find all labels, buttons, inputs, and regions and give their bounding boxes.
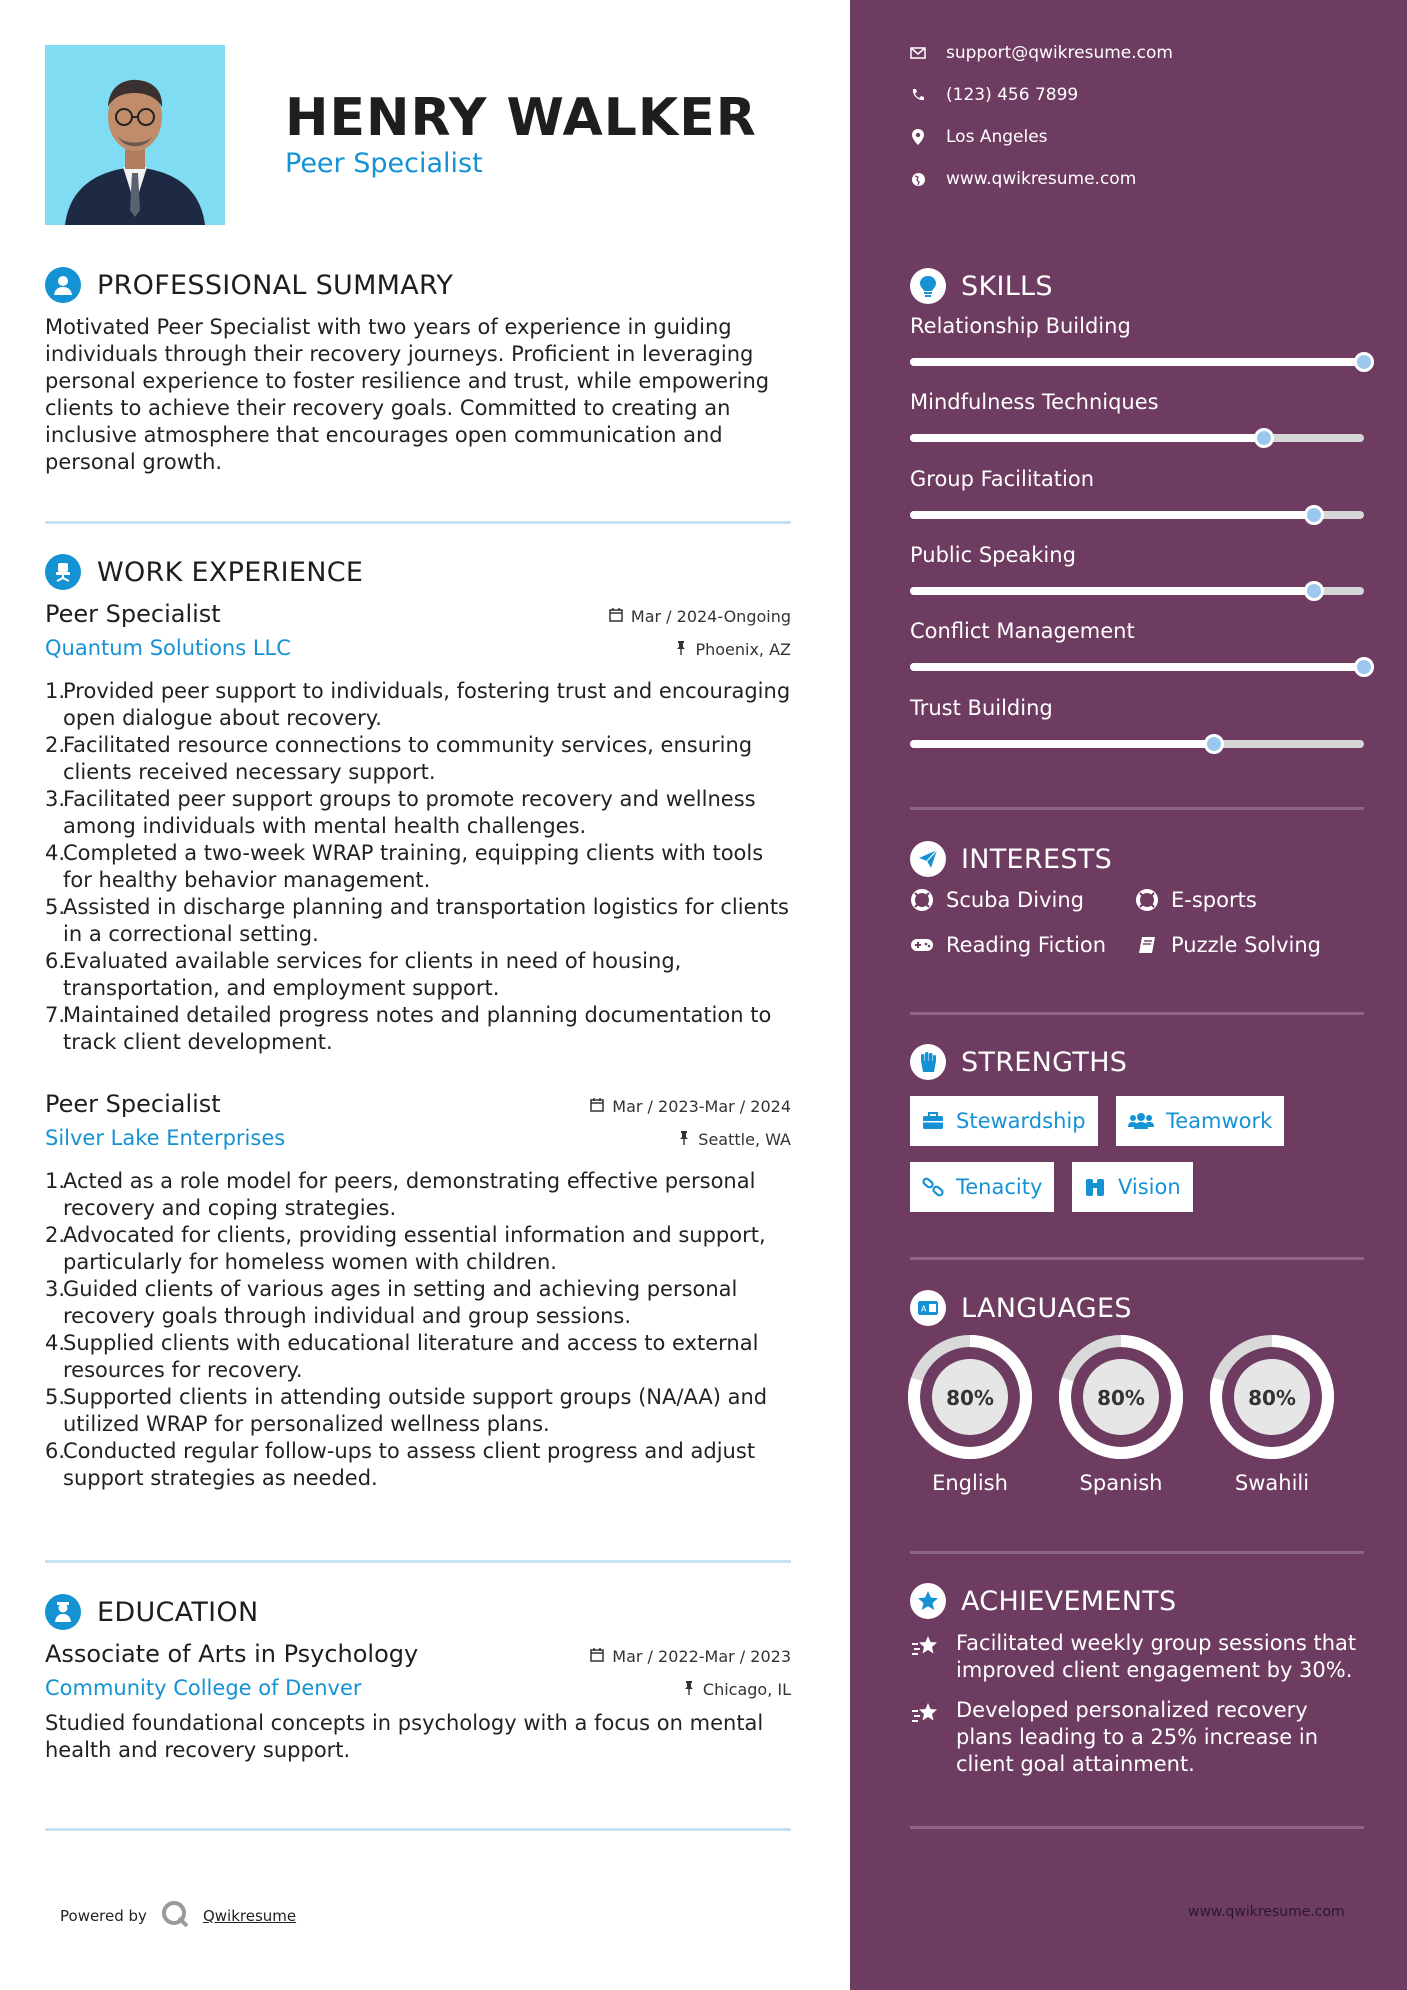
star-icon: [910, 1583, 946, 1619]
strengths-title: STRENGTHS: [961, 1046, 1128, 1078]
language-item: [1210, 1335, 1334, 1495]
phone-icon: [910, 88, 926, 102]
book-icon: [1135, 935, 1159, 955]
powered-by: [60, 1900, 296, 1932]
interest-item: Reading Fiction: [910, 933, 1106, 957]
skill-bar-handle: [1354, 657, 1374, 677]
pin-icon: [675, 640, 687, 659]
list-item: 1. Acted as a role model for peers, demonstrating effective personal recovery and coping strategies.: [45, 1169, 756, 1220]
skills-heading: [910, 268, 1053, 304]
strength-tag: Teamwork: [1116, 1096, 1284, 1146]
skill-bar: [910, 511, 1364, 519]
skill-bar-handle: [1354, 352, 1374, 372]
qwikresume-logo-icon: [161, 1900, 189, 1932]
shooting-star-icon: [910, 1697, 942, 1778]
svg-text:A: A: [921, 1304, 927, 1314]
office-chair-icon: [45, 554, 81, 590]
language-item: [1059, 1335, 1183, 1495]
pin-icon: [678, 1130, 690, 1149]
interests-heading: [910, 841, 1112, 877]
list-item: 3. Guided clients of various ages in setting and achieving personal recovery goals through individual and group sessions.: [45, 1277, 738, 1328]
section-divider: [45, 521, 791, 524]
achievement-item: Developed personalized recovery plans leading to a 25% increase in client goal attainment.: [910, 1697, 1370, 1778]
list-item: 1. Provided peer support to individuals, fostering trust and encouraging open dialogue about recovery.: [45, 679, 791, 730]
profile-photo: [45, 45, 225, 225]
strength-tag: Tenacity: [910, 1162, 1054, 1212]
skill-bar-fill: [910, 587, 1314, 595]
education-title: EDUCATION: [97, 1596, 259, 1628]
list-item: 4. Supplied clients with educational literature and access to external resources for recovery.: [45, 1331, 759, 1382]
language-ring: [1210, 1335, 1334, 1459]
achievement-item: Facilitated weekly group sessions that improved client engagement by 30%.: [910, 1630, 1370, 1684]
skill-name: Group Facilitation: [910, 467, 1095, 491]
job-date: Mar / 2023-Mar / 2024: [590, 1097, 791, 1116]
footer-website[interactable]: www.qwikresume.com: [1188, 1904, 1345, 1920]
gamepad-icon: [910, 938, 934, 952]
candidate-role: Peer Specialist: [285, 148, 483, 179]
list-item: 2. Facilitated resource connections to community services, ensuring clients received necessary support.: [45, 733, 753, 784]
language-item: [908, 1335, 1032, 1495]
work-title: WORK EXPERIENCE: [97, 556, 364, 588]
job-location: Phoenix, AZ: [675, 640, 791, 659]
skill-bar: [910, 663, 1364, 671]
languages-title: LANGUAGES: [961, 1292, 1132, 1324]
language-ring: [908, 1335, 1032, 1459]
job-duties: [45, 1168, 791, 1492]
translate-icon: [910, 1290, 946, 1326]
user-circle-icon: [45, 267, 81, 303]
language-name: Spanish: [1079, 1471, 1163, 1495]
fist-icon: [910, 1044, 946, 1080]
skill-bar-fill: [910, 511, 1314, 519]
skill-bar-fill: [910, 663, 1364, 671]
language-percent: 80%: [1097, 1386, 1145, 1410]
list-item: 2. Advocated for clients, providing essential information and support, particularly for homeless women with children.: [45, 1223, 766, 1274]
skill-bar: [910, 434, 1364, 442]
sidebar-divider: [910, 1012, 1364, 1015]
skill-item: [910, 467, 1364, 519]
summary-heading: [45, 267, 453, 303]
job-title: Peer Specialist: [45, 600, 221, 628]
candidate-name: HENRY WALKER: [285, 88, 757, 148]
list-item: 7. Maintained detailed progress notes and planning documentation to track client development.: [45, 1003, 772, 1054]
lightbulb-icon: [910, 268, 946, 304]
strengths-heading: [910, 1044, 1127, 1080]
skill-bar-handle: [1304, 581, 1324, 601]
briefcase-icon: [922, 1112, 944, 1130]
list-item: 6. Evaluated available services for clients in need of housing, transportation, and employment support.: [45, 949, 682, 1000]
life-ring-icon: [910, 889, 934, 911]
skill-bar: [910, 740, 1364, 748]
list-item: 5. Assisted in discharge planning and transportation logistics for clients in a correctional setting.: [45, 895, 789, 946]
strength-tag: Vision: [1072, 1162, 1193, 1212]
skill-item: [910, 543, 1364, 595]
sidebar-divider: [910, 1826, 1364, 1829]
summary-title: PROFESSIONAL SUMMARY: [97, 269, 454, 301]
skill-name: Public Speaking: [910, 543, 1076, 567]
calendar-icon: [590, 1097, 604, 1116]
language-name: Swahili: [1234, 1471, 1310, 1495]
binoculars-icon: [1084, 1176, 1106, 1198]
interest-item: E-sports: [1135, 888, 1257, 912]
contact-email[interactable]: support@qwikresume.com: [910, 43, 1173, 63]
job-entry: [45, 600, 791, 1056]
skill-name: Relationship Building: [910, 314, 1131, 338]
interests-title: INTERESTS: [961, 843, 1113, 875]
skill-bar-fill: [910, 358, 1364, 366]
skill-bar-handle: [1254, 428, 1274, 448]
education-location: Chicago, IL: [683, 1680, 791, 1699]
skill-bar: [910, 587, 1364, 595]
globe-icon: [910, 172, 926, 187]
list-item: 4. Completed a two-week WRAP training, equipping clients with tools for healthy behavior management.: [45, 841, 764, 892]
skill-item: [910, 619, 1364, 671]
section-divider: [45, 1828, 791, 1831]
language-percent: 80%: [946, 1386, 994, 1410]
calendar-icon: [609, 607, 623, 626]
education-date: Mar / 2022-Mar / 2023: [590, 1647, 791, 1666]
map-marker-icon: [910, 129, 926, 145]
job-entry: [45, 1090, 791, 1492]
school: Community College of Denver: [45, 1676, 362, 1700]
language-percent: 80%: [1248, 1386, 1296, 1410]
calendar-icon: [590, 1647, 604, 1666]
job-location: Seattle, WA: [678, 1130, 791, 1149]
language-name: English: [932, 1471, 1008, 1495]
list-item: 6. Conducted regular follow-ups to assess client progress and adjust support strategies as needed.: [45, 1439, 756, 1490]
strength-tag: Stewardship: [910, 1096, 1098, 1146]
qwikresume-link[interactable]: Qwikresume: [202, 1907, 297, 1925]
skill-bar-fill: [910, 740, 1214, 748]
sidebar-divider: [910, 1257, 1364, 1260]
skill-bar: [910, 358, 1364, 366]
list-item: 3. Facilitated peer support groups to promote recovery and wellness among individuals with mental health challenges.: [45, 787, 756, 838]
skill-item: [910, 314, 1364, 366]
skill-item: [910, 390, 1364, 442]
skill-item: [910, 696, 1364, 748]
contact-phone[interactable]: (123) 456 7899: [910, 85, 1078, 105]
job-date: Mar / 2024-Ongoing: [609, 607, 791, 626]
job-title: Peer Specialist: [45, 1090, 221, 1118]
skill-name: Trust Building: [910, 696, 1053, 720]
skill-bar-handle: [1304, 505, 1324, 525]
users-icon: [1128, 1112, 1154, 1130]
language-ring: [1059, 1335, 1183, 1459]
skills-title: SKILLS: [961, 270, 1053, 302]
education-description: Studied foundational concepts in psychology with a focus on mental health and recovery support.: [45, 1711, 764, 1762]
powered-by-label: Powered by: [60, 1907, 147, 1925]
education-entry: [45, 1640, 791, 1764]
sidebar-divider: [910, 807, 1364, 810]
languages-heading: [910, 1290, 1132, 1326]
shooting-star-icon: [910, 1630, 942, 1684]
education-heading: [45, 1594, 258, 1630]
achievements-title: ACHIEVEMENTS: [961, 1585, 1177, 1617]
job-duties: [45, 678, 791, 1056]
degree: Associate of Arts in Psychology: [45, 1640, 419, 1668]
skill-name: Conflict Management: [910, 619, 1135, 643]
skill-bar-fill: [910, 434, 1264, 442]
contact-website[interactable]: www.qwikresume.com: [910, 169, 1136, 189]
work-heading: [45, 554, 363, 590]
section-divider: [45, 1560, 791, 1563]
link-icon: [922, 1176, 944, 1198]
pin-icon: [683, 1680, 695, 1699]
life-ring-icon: [1135, 889, 1159, 911]
list-item: 5. Supported clients in attending outside support groups (NA/AA) and utilized WRAP for personalized wellness plans.: [45, 1385, 768, 1436]
job-company: Silver Lake Enterprises: [45, 1126, 286, 1150]
sidebar-divider: [910, 1551, 1364, 1554]
interest-item: Puzzle Solving: [1135, 933, 1321, 957]
summary-text: Motivated Peer Specialist with two years of experience in guiding individuals through their recovery journeys. Proficient in leveraging personal experience to foster resilience and trust, while empowering clients to achieve their recovery goals. Committed to creating an inclusive atmosphere that encourages open communication and personal growth.: [45, 315, 770, 474]
contact-location: Los Angeles: [910, 127, 1048, 147]
paper-plane-icon: [910, 841, 946, 877]
graduate-icon: [45, 1594, 81, 1630]
job-company: Quantum Solutions LLC: [45, 636, 291, 660]
skill-name: Mindfulness Techniques: [910, 390, 1159, 414]
envelope-icon: [910, 47, 926, 59]
achievements-heading: [910, 1583, 1177, 1619]
interest-item: Scuba Diving: [910, 888, 1084, 912]
